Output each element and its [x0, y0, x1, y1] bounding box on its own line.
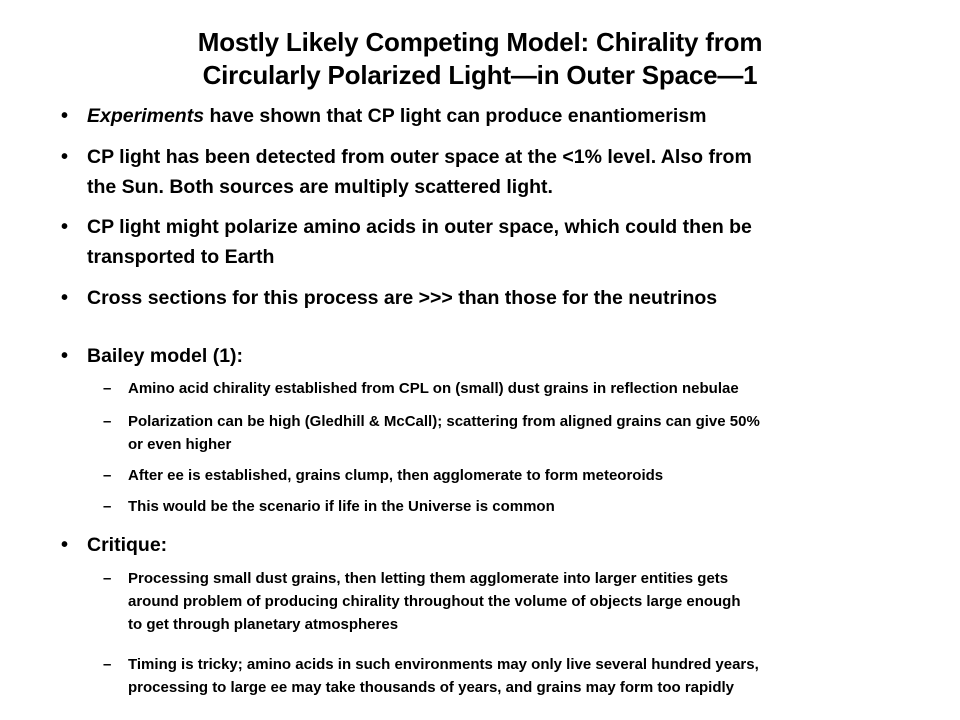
bullet-text: Critique:	[87, 534, 168, 556]
bullet-marker: •	[61, 216, 69, 238]
bullet-marker: •	[61, 534, 69, 556]
sub-bullet-text-line: Processing small dust grains, then letting them agglomerate into larger entities gets	[128, 570, 729, 587]
bullet-marker: •	[61, 105, 69, 127]
bullet-marker: •	[61, 146, 69, 168]
bullet-text-line: CP light might polarize amino acids in outer space, which could then be	[87, 216, 752, 238]
sub-bullet-text-line: around problem of producing chirality throughout the volume of objects large enough	[128, 593, 741, 610]
bullet-marker: •	[61, 287, 69, 309]
bullet-text	[87, 142, 887, 202]
bullet-text	[87, 101, 887, 131]
dash-marker: –	[103, 467, 112, 484]
dash-marker: –	[103, 570, 112, 587]
sub-bullet-text: Amino acid chirality established from CPL on (small) dust grains in reflection nebulae	[128, 380, 739, 397]
bullet-text-line: CP light has been detected from outer space at the <1% level. Also from	[87, 146, 752, 168]
dash-marker: –	[103, 380, 112, 397]
dash-marker: –	[103, 498, 112, 515]
dash-marker: –	[103, 656, 112, 673]
title-line-1: Mostly Likely Competing Model: Chirality from	[197, 27, 763, 57]
bullet-marker: •	[61, 345, 69, 367]
sub-bullet-text-line: processing to large ee may take thousands of years, and grains may form too rapidly	[128, 679, 735, 696]
sub-bullet-text: After ee is established, grains clump, then agglomerate to form meteoroids	[128, 467, 664, 484]
sub-bullet-text	[128, 567, 908, 636]
bullet-text: Bailey model (1):	[87, 345, 244, 367]
slide-title	[80, 26, 880, 92]
sub-bullet-text-line: Polarization can be high (Gledhill & McCall); scattering from aligned grains can give 50%	[128, 413, 760, 430]
sub-bullet-text-line: Timing is tricky; amino acids in such environments may only live several hundred years,	[128, 656, 759, 673]
sub-bullet-text-line: or even higher	[128, 436, 232, 453]
bullet-emphasis: Experiments	[87, 105, 205, 127]
sub-bullet-text: This would be the scenario if life in the Universe is common	[128, 498, 555, 515]
title-line-2: Circularly Polarized Light—in Outer Space—1	[202, 60, 758, 90]
bullet-text: Cross sections for this process are >>> than those for the neutrinos	[87, 287, 718, 309]
bullet-text-rest: have shown that CP light can produce enantiomerism	[204, 105, 707, 127]
bullet-text	[87, 212, 887, 272]
dash-marker: –	[103, 413, 112, 430]
sub-bullet-text-line: to get through planetary atmospheres	[128, 616, 399, 633]
bullet-text-line: transported to Earth	[87, 246, 275, 268]
sub-bullet-text	[128, 653, 908, 699]
bullet-text-line: the Sun. Both sources are multiply scattered light.	[87, 176, 553, 198]
sub-bullet-text	[128, 410, 908, 456]
